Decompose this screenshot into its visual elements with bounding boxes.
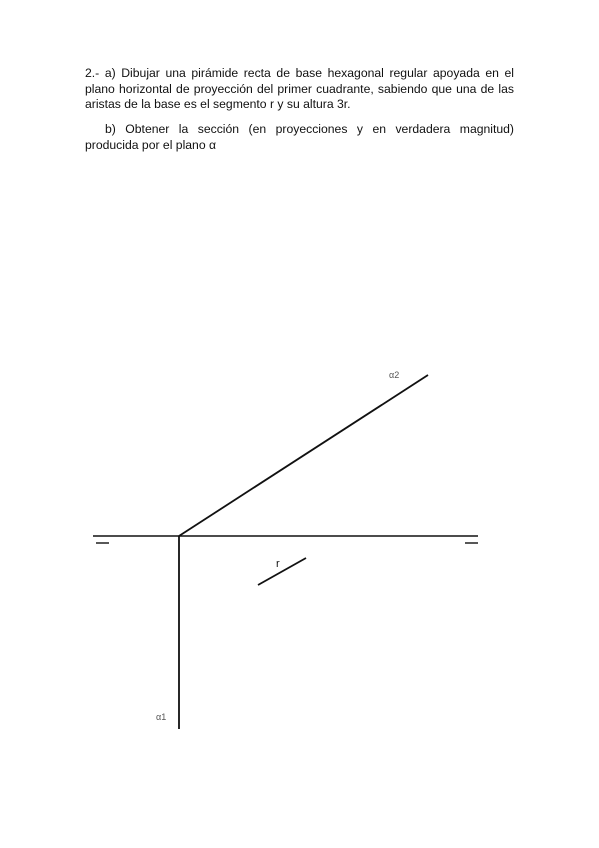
- problem-statement-part-b: b) Obtener la sección (en proyecciones y en verdadera magnitud) producida por el plano α: [85, 122, 514, 152]
- segment-r: [258, 558, 306, 585]
- label-alpha1: α1: [156, 712, 167, 722]
- label-alpha2: α2: [389, 370, 400, 380]
- label-r: r: [276, 558, 280, 570]
- problem-statement-part-a: 2.- a) Dibujar una pirámide recta de base hexagonal regular apoyada en el plano horizontal de proyección del primer cuadrante, sabiendo que una de las aristas de la base es el segmento r y su altura 3r.: [85, 66, 514, 112]
- trace-alpha2-line: [179, 375, 428, 536]
